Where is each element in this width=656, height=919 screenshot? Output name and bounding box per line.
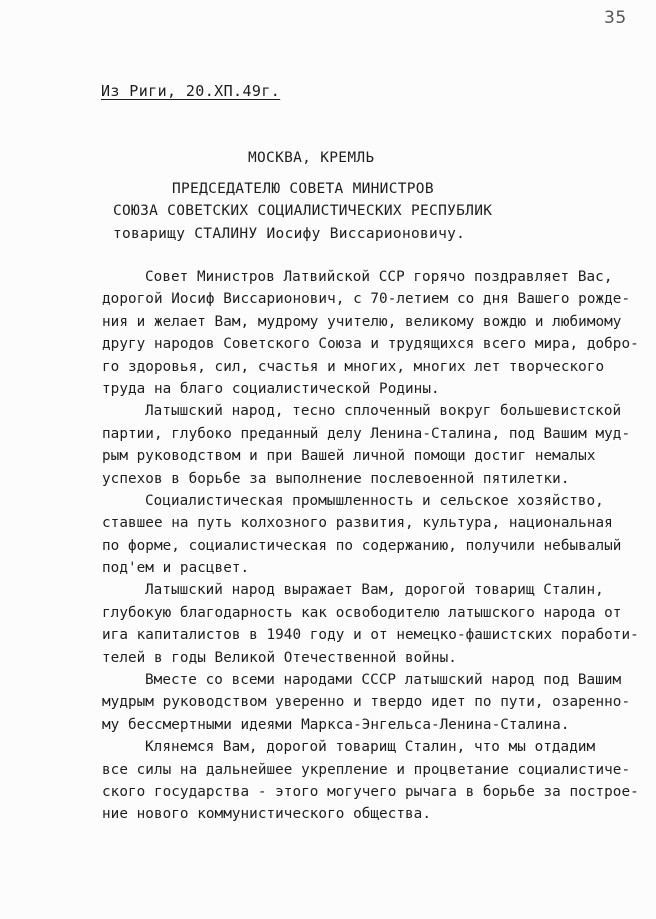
body-line: ского государства - этого могучего рычага в борьбе за построе- xyxy=(102,783,639,800)
body-line: рым руководством и при Вашей личной помощи достиг немалых xyxy=(102,448,596,465)
body-line: Клянемся Вам, дорогой товарищ Сталин, что мы отдадим xyxy=(145,739,596,756)
body-line: под'ем и расцвет. xyxy=(102,560,250,577)
body-line: ние нового коммунистического общества. xyxy=(102,806,431,823)
body-line: труда на благо социалистической Родины. xyxy=(102,380,440,397)
address-line-chairman: ПРЕДСЕДАТЕЛЮ СОВЕТА МИНИСТРОВ xyxy=(172,181,434,197)
body-line: успехов в борьбе за выполнение послевоенной пятилетки. xyxy=(102,470,570,487)
body-line: ига капиталистов в 1940 году и от немецко-фашистских поработи- xyxy=(102,627,639,644)
body-line: мудрым руководством уверенно и твердо идет по пути, озаренно- xyxy=(102,694,631,711)
body-line: ставшее на путь колхозного развития, культура, национальная xyxy=(102,515,613,532)
body-line: го здоровья, сил, счастья и многих, многих лет творческого xyxy=(102,358,605,375)
origin-line: Из Риги, 20.ХП.49г. xyxy=(101,82,281,100)
body-line: партии, глубоко преданный делу Ленина-Сталина, под Вашим муд- xyxy=(102,425,631,442)
body-line: Латышский народ выражает Вам, дорогой товарищ Сталин, xyxy=(145,582,604,599)
body-line: Вместе со всеми народами СССР латышский народ под Вашим xyxy=(145,672,622,689)
address-line-kremlin: МОСКВА, КРЕМЛЬ xyxy=(248,150,375,166)
address-line-recipient: товарищу СТАЛИНУ Иосифу Виссарионовичу. xyxy=(113,226,466,242)
body-line: му бессмертными идеями Маркса-Энгельса-Ленина-Сталина. xyxy=(102,716,570,733)
address-line-ussr: СОЮЗА СОВЕТСКИХ СОЦИАЛИСТИЧЕСКИХ РЕСПУБЛИК xyxy=(113,203,493,219)
body-line: Латышский народ, тесно сплоченный вокруг большевистской xyxy=(145,403,622,420)
body-line: телей в годы Великой Отечественной войны. xyxy=(102,649,457,666)
body-line: глубокую благодарность как освободителю латышского народа от xyxy=(102,604,622,621)
body-line: по форме, социалистическая по содержанию, получили небывалый xyxy=(102,537,622,554)
body-line: все силы на дальнейшее укрепление и процветание социалистиче- xyxy=(102,761,631,778)
body-line: другу народов Советского Союза и трудящихся всего мира, добро- xyxy=(102,336,639,353)
letter-body xyxy=(102,266,639,826)
body-line: Социалистическая промышленность и сельское хозяйство, xyxy=(145,492,604,509)
body-line: ния и желает Вам, мудрому учителю, великому вождю и любимому xyxy=(102,313,622,330)
body-line: Совет Министров Латвийской ССР горячо поздравляет Вас, xyxy=(145,269,613,285)
body-line: дорогой Иосиф Виссарионович, с 70-летием со дня Вашего рожде- xyxy=(102,291,631,308)
page-number: 35 xyxy=(604,8,627,28)
